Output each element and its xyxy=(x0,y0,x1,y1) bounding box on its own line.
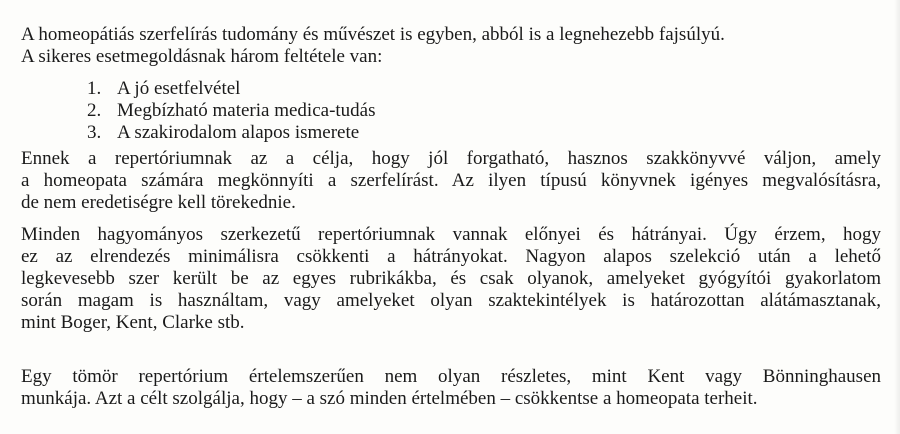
intro-line-2: A sikeres esetmegoldásnak három feltétele van: xyxy=(21,46,383,67)
intro-paragraph xyxy=(21,24,881,68)
paragraph-line: Ennek a repertóriumnak az a célja, hogy jól forgatható, hasznos szakkönyvvé váljon, amely xyxy=(21,148,881,169)
paragraph-line: Egy tömör repertórium értelemszerűen nem olyan részletes, mint Kent vagy Bönninghausen xyxy=(21,366,881,387)
list-item-text: Megbízható materia medica-tudás xyxy=(117,100,376,121)
paragraph-line: során magam is használtam, vagy amelyeket olyan szaktekintélyek is határozottan alátámasztanak, xyxy=(21,290,881,311)
list-item-number: 1. xyxy=(87,78,102,99)
scan-edge-shadow xyxy=(894,0,900,434)
list-item xyxy=(87,78,376,100)
paragraph-line: de nem eredetiségre kell törekednie. xyxy=(21,192,296,213)
paragraph-line: munkája. Azt a célt szolgálja, hogy – a szó minden értelmében – csökkentse a homeopata terheit. xyxy=(21,388,758,409)
list-item-text: A jó esetfelvétel xyxy=(117,78,241,99)
paragraph-line: mint Boger, Kent, Clarke stb. xyxy=(21,312,245,333)
paragraph-purpose xyxy=(21,148,881,214)
paragraph-structure xyxy=(21,224,881,334)
list-item-number: 3. xyxy=(87,122,102,143)
intro-line-1: A homeopátiás szerfelírás tudomány és művészet is egyben, abból is a legnehezebb fajsúlyú. xyxy=(21,24,725,45)
list-item-number: 2. xyxy=(87,100,102,121)
paragraph-line: ez az elrendezés minimálisra csökkenti a hátrányokat. Nagyon alapos szelekció után a lehető xyxy=(21,246,881,267)
paragraph-line: Minden hagyományos szerkezetű repertóriumnak vannak előnyei és hátrányai. Úgy érzem, hogy xyxy=(21,224,881,245)
list-item xyxy=(87,100,376,122)
paragraph-line: a homeopata számára megkönnyíti a szerfelírást. Az ilyen típusú könyvnek igényes megvalósításra, xyxy=(21,170,881,191)
paragraph-concise xyxy=(21,366,881,410)
list-item xyxy=(87,122,376,144)
paragraph-line: legkevesebb szer került be az egyes rubrikákba, és csak olyanok, amelyeket gyógyítói gyakorlatom xyxy=(21,268,881,289)
list-item-text: A szakirodalom alapos ismerete xyxy=(117,122,360,143)
conditions-list xyxy=(87,78,376,144)
